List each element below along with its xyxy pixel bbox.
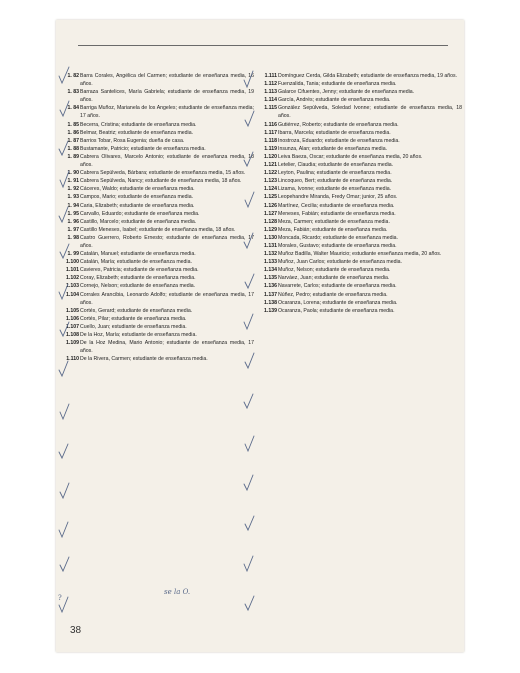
list-item <box>256 161 462 169</box>
list-item <box>256 250 462 258</box>
entry-number: 1.137 <box>264 291 277 298</box>
entry-number: 1.116 <box>264 121 277 128</box>
entry-number: 1.139 <box>264 307 277 314</box>
entry-text: Barra Corales, Angélica del Carmen; estudiante de enseñanza media, 16 años. <box>80 73 254 88</box>
question-mark: ? <box>58 594 62 602</box>
entry-text: Lizama, Ivonne; estudiante de enseñanza media. <box>278 186 392 193</box>
list-item <box>58 250 254 258</box>
entry-text: Belmar, Beatriz; estudiante de enseñanza media. <box>80 129 194 136</box>
list-item <box>256 145 462 153</box>
entry-text: Catalán, Manuel; estudiante de enseñanza media. <box>80 251 196 258</box>
entry-number: 1.120 <box>264 153 277 160</box>
entry-number: 1. 90 <box>67 170 79 177</box>
entry-number: 1. 86 <box>67 129 79 136</box>
page-number: 38 <box>70 625 82 636</box>
entry-number: 1. 98 <box>67 234 79 241</box>
list-item <box>58 226 254 234</box>
list-item <box>256 266 462 274</box>
entry-number: 1. 88 <box>67 145 79 152</box>
entry-number: 1. 82 <box>67 73 79 79</box>
entry-text: Meza, Fabián; estudiante de enseñanza media. <box>278 226 388 233</box>
entry-number: 1.113 <box>264 89 277 96</box>
entry-text: Lincoqueo, Bert; estudiante de enseñanza media. <box>278 178 393 185</box>
entry-number: 1. 92 <box>67 186 79 193</box>
entry-text: Gutiérrez, Roberto; estudiante de enseñanza media. <box>278 121 399 128</box>
left-column <box>58 72 254 363</box>
list-item <box>256 307 462 315</box>
entry-text: De la Hoz Medina, Mario Antonio; estudiante de enseñanza media, 17 años. <box>80 340 254 355</box>
handwritten-note: se la O. <box>164 588 191 596</box>
list-item <box>58 274 254 282</box>
entry-number: 1. 87 <box>67 137 79 144</box>
list-item <box>58 88 254 104</box>
list-item <box>58 145 254 153</box>
list-item <box>256 88 462 96</box>
list-item <box>58 218 254 226</box>
entry-text: Castro Guerrero, Roberto Ernesto; estudiante de enseñanza media, 17 años. <box>80 234 254 249</box>
entry-text: Meneses, Fabián; estudiante de enseñanza media. <box>278 210 396 217</box>
entry-text: Corrales Arancibia, Leonardo Adolfo; estudiante de enseñanza media, 17 años. <box>80 291 254 306</box>
list-item <box>256 121 462 129</box>
list-item <box>256 96 462 104</box>
entry-number: 1.107 <box>66 323 79 330</box>
list-item <box>58 210 254 218</box>
entry-text: Cavieres, Patricia; estudiante de enseñanza media. <box>80 267 199 274</box>
entry-text: Morales, Gustavo; estudiante de enseñanza media. <box>278 242 397 249</box>
entry-text: Muñoz Badilla, Walter Mauricio; estudiante enseñanza media, 20 años. <box>278 251 442 258</box>
entry-text: Navarrete, Carlos; estudiante de enseñanza media. <box>278 283 397 290</box>
entry-number: 1.121 <box>264 162 277 169</box>
list-item <box>256 258 462 266</box>
entry-number: 1.135 <box>264 275 277 282</box>
entry-number: 1.110 <box>66 356 79 363</box>
list-item <box>58 258 254 266</box>
list-item <box>256 153 462 161</box>
entry-number: 1.117 <box>264 129 277 136</box>
entry-text: Narváez, Juan; estudiante de enseñanza media. <box>278 275 390 282</box>
header-rule <box>78 45 448 46</box>
list-item <box>58 323 254 331</box>
entry-text: García, Andrés; estudiante de enseñanza media. <box>278 97 391 104</box>
list-item <box>58 177 254 185</box>
entry-text: Núñez, Pedro; estudiante de enseñanza media. <box>278 291 388 298</box>
list-item <box>58 129 254 137</box>
entry-number: 1. 96 <box>67 218 79 225</box>
entry-text: Barrios Tobar, Rosa Eugenia; dueña de casa. <box>80 137 185 144</box>
list-item <box>58 307 254 315</box>
entry-text: Muñoz, Juan Carlos; estudiante de enseñanza media. <box>278 259 403 266</box>
entry-number: 1.105 <box>66 307 79 314</box>
list-item <box>256 210 462 218</box>
entry-text: Coray, Elizabeth; estudiante de enseñanza media. <box>80 275 196 282</box>
entry-text: Cuello, Juan; estudiante de enseñanza media. <box>80 323 187 330</box>
entry-text: Letelier, Claudia; estudiante de enseñanza media. <box>278 162 394 169</box>
entry-number: 1.128 <box>264 218 277 225</box>
entry-text: Barraza Santelices, María Gabriela; estudiante de enseñanza media, 19 años. <box>80 89 254 104</box>
entry-number: 1. 95 <box>67 210 79 217</box>
list-item <box>256 242 462 250</box>
entry-number: 1.133 <box>264 259 277 266</box>
list-item <box>58 137 254 145</box>
entry-number: 1.118 <box>264 137 277 144</box>
entry-number: 1. 89 <box>67 153 79 160</box>
entry-text: Leyton, Paulina; estudiante de enseñanza media. <box>278 170 392 177</box>
entry-number: 1.129 <box>264 226 277 233</box>
entry-text: Castillo Meneses, Isabel; estudiante de enseñanza media, 18 años. <box>80 226 236 233</box>
entry-text: Cabrera Sepúlveda, Nancy; estudiante de enseñanza media, 18 años. <box>80 178 242 185</box>
list-item <box>256 72 462 80</box>
entry-text: Cabrera Olivares, Marcelo Antonio; estudiante de enseñanza media, 18 años. <box>80 153 254 169</box>
entry-number: 1. 93 <box>67 194 79 201</box>
list-item <box>256 80 462 88</box>
list-item <box>256 226 462 234</box>
entry-number: 1.126 <box>264 202 277 209</box>
list-item <box>256 274 462 282</box>
entry-number: 1. 83 <box>67 89 79 96</box>
list-item <box>58 72 254 88</box>
entry-text: Cornejo, Nelson; estudiante de enseñanza media. <box>80 283 196 290</box>
entry-text: Catalán, María; estudiante de enseñanza media. <box>80 259 192 266</box>
entry-text: Bustamante, Patricio; estudiante de enseñanza media. <box>80 145 206 152</box>
list-item <box>58 266 254 274</box>
entry-text: Moncada, Ricardo; estudiante de enseñanza media. <box>278 234 398 241</box>
entry-text: Becerra, Cristina; estudiante de enseñanza media. <box>80 121 197 128</box>
entry-text: Muñoz, Nelson; estudiante de enseñanza media. <box>278 267 391 274</box>
list-item <box>58 193 254 201</box>
entry-number: 1. 94 <box>67 202 79 209</box>
list-item <box>58 291 254 307</box>
entry-text: González Sepúlveda, Soledad Ivonne; estudiante de enseñanza media, 18 años. <box>278 105 462 120</box>
list-item <box>256 137 462 145</box>
list-item <box>256 291 462 299</box>
entry-text: Castillo, Marcelo; estudiante de enseñanza media. <box>80 218 197 225</box>
list-item <box>58 234 254 250</box>
entry-number: 1.100 <box>66 259 79 266</box>
entry-text: De la Hoz, María; estudiante de enseñanza media. <box>80 332 197 338</box>
entry-text: De la Rivera, Carmen; estudiante de enseñanza media. <box>80 356 208 363</box>
entry-text: Ocaranza, Paola; estudiante de enseñanza media. <box>278 307 395 314</box>
entry-number: 1.104 <box>66 291 79 298</box>
entry-text: Caria, Elizabeth; estudiante de enseñanza media. <box>80 202 195 209</box>
entry-number: 1.138 <box>264 299 277 306</box>
list-item <box>58 202 254 210</box>
entry-text: Leiva Baeza, Oscar; estudiante de enseñanza media, 20 años. <box>278 153 423 160</box>
entry-number: 1.108 <box>66 332 79 338</box>
entry-number: 1.103 <box>66 283 79 290</box>
list-item <box>256 234 462 242</box>
entry-number: 1. 99 <box>67 251 79 258</box>
entry-number: 1.125 <box>264 194 277 201</box>
entry-number: 1.123 <box>264 178 277 185</box>
list-item <box>58 315 254 323</box>
entry-text: Ibarra, Marcela; estudiante de enseñanza media. <box>278 129 391 136</box>
entry-number: 1.112 <box>264 81 277 88</box>
entry-number: 1.106 <box>66 315 79 322</box>
entry-number: 1.127 <box>264 210 277 217</box>
entry-number: 1.131 <box>264 242 277 249</box>
entry-text: Meza, Carmen; estudiante de enseñanza media. <box>278 218 390 225</box>
entry-text: Ocaranza, Lorena; estudiante de enseñanza media. <box>278 299 398 306</box>
entry-text: Inostroza, Eduardo; estudiante de enseñanza media. <box>278 137 400 144</box>
entry-text: Domínguez Cerda, Gilda Elizabeth; estudiante de enseñanza media, 19 años. <box>278 73 458 79</box>
list-item <box>256 177 462 185</box>
list-item <box>58 339 254 355</box>
entry-text: Cortés, Gerard; estudiante de enseñanza media. <box>80 307 193 314</box>
list-item <box>256 218 462 226</box>
entry-number: 1.111 <box>264 73 277 79</box>
document-page <box>56 20 464 652</box>
entry-text: Insunza, Alan; estudiante de enseñanza media. <box>278 145 388 152</box>
entry-number: 1.124 <box>264 186 277 193</box>
entry-text: Cáceres, Waldo; estudiante de enseñanza media. <box>80 186 195 193</box>
entry-number: 1. 84 <box>67 105 79 112</box>
list-item <box>256 185 462 193</box>
list-item <box>58 282 254 290</box>
list-item <box>58 169 254 177</box>
entry-number: 1.134 <box>264 267 277 274</box>
list-item <box>58 153 254 169</box>
entry-number: 1. 91 <box>67 178 79 185</box>
list-item <box>256 299 462 307</box>
entry-text: Galarce Cifuentes, Jenny; estudiante de enseñanza media. <box>278 89 415 96</box>
entry-text: Carvallo, Eduardo; estudiante de enseñanza media. <box>80 210 200 217</box>
entry-text: Martínez, Cecilia; estudiante de enseñanza media. <box>278 202 395 209</box>
right-column <box>256 72 462 315</box>
entry-number: 1. 97 <box>67 226 79 233</box>
list-item <box>256 193 462 201</box>
list-item <box>58 104 254 120</box>
entry-number: 1.130 <box>264 234 277 241</box>
entry-text: Barriga Muñoz, Marianela de los Angeles; estudiante de enseñanza media; 17 años. <box>80 105 254 120</box>
list-item <box>256 104 462 120</box>
entry-number: 1.132 <box>264 251 277 258</box>
list-item <box>256 129 462 137</box>
entry-number: 1.109 <box>66 340 79 347</box>
entry-number: 1.122 <box>264 170 277 177</box>
list-item <box>256 202 462 210</box>
entry-number: 1.101 <box>66 267 79 274</box>
entry-text: Cortés, Pilar; estudiante de enseñanza media. <box>80 315 187 322</box>
entry-text: Campos, Mario; estudiante de enseñanza media. <box>80 194 194 201</box>
entry-number: 1.115 <box>264 105 277 112</box>
entry-text: Leopehandre Miranda, Fredy Omar; junior, 25 años. <box>278 194 398 201</box>
list-item <box>58 331 254 339</box>
entry-number: 1.119 <box>264 145 277 152</box>
list-item <box>58 185 254 193</box>
list-item <box>58 355 254 363</box>
entry-text: Cabrera Sepúlveda, Bárbara; estudiante de enseñanza media, 15 años. <box>80 170 246 177</box>
entry-number: 1.114 <box>264 97 277 104</box>
list-item <box>58 121 254 129</box>
entry-number: 1.136 <box>264 283 277 290</box>
entry-number: 1.102 <box>66 275 79 282</box>
list-item <box>256 169 462 177</box>
list-item <box>256 282 462 290</box>
entry-number: 1. 85 <box>67 121 79 128</box>
entry-text: Fuenzalida, Tania; estudiante de enseñanza media. <box>278 81 397 88</box>
